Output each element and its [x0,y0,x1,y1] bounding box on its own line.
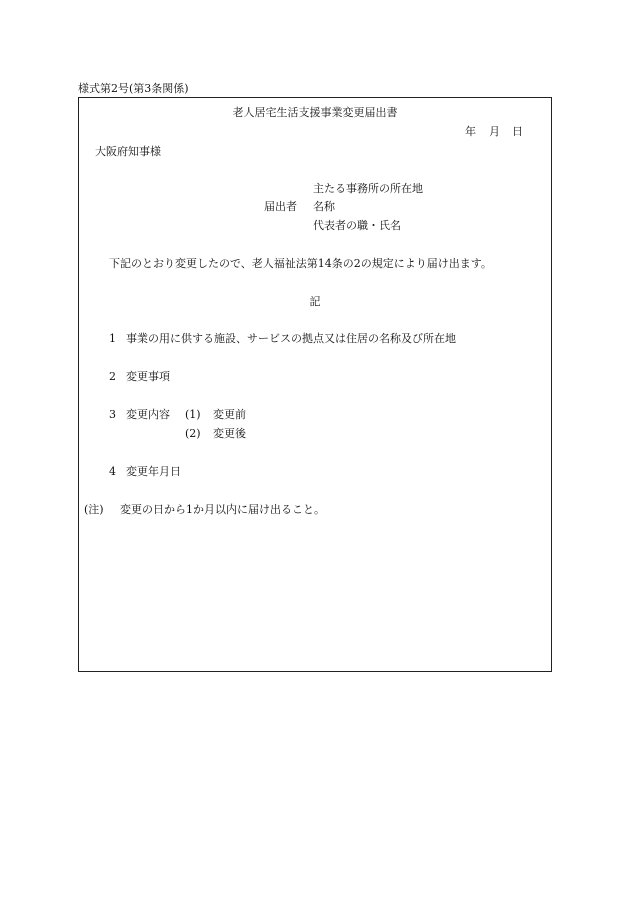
item-3-text: 変更内容 [126,408,170,421]
form-title: 老人居宅生活支援事業変更届出書 [232,106,398,119]
date-year-label: 年 [465,125,476,138]
note-text: 変更の日から1か月以内に届け出ること。 [120,503,325,516]
item-1-number: 1 [109,332,116,345]
item-1-text: 事業の用に供する施設、サービスの拠点又は住居の名称及び所在地 [126,332,456,345]
item-3-sub-1-text: 変更前 [213,408,246,421]
item-2-text: 変更事項 [126,370,170,383]
item-3-sub-2-number: (2) [185,427,201,440]
addressee: 大阪府知事様 [95,145,161,158]
name-label: 名称 [313,200,335,213]
date-day-label: 日 [512,125,523,138]
notifier-label: 届出者 [264,200,297,213]
note-label: (注) [84,503,104,516]
item-2-number: 2 [109,370,116,383]
declaration-text: 下記のとおり変更したので、老人福祉法第14条の2の規定により届け出ます。 [109,257,492,270]
item-4-number: 4 [109,465,116,478]
item-3-number: 3 [109,408,116,421]
form-number: 様式第2号(第3条関係) [78,82,189,95]
office-location-label: 主たる事務所の所在地 [313,182,423,195]
item-4-text: 変更年月日 [126,465,181,478]
date-month-label: 月 [489,125,500,138]
item-3-sub-1-number: (1) [185,408,201,421]
representative-label: 代表者の職・氏名 [313,219,401,232]
ki-heading: 記 [309,295,321,308]
item-3-sub-2-text: 変更後 [213,427,246,440]
